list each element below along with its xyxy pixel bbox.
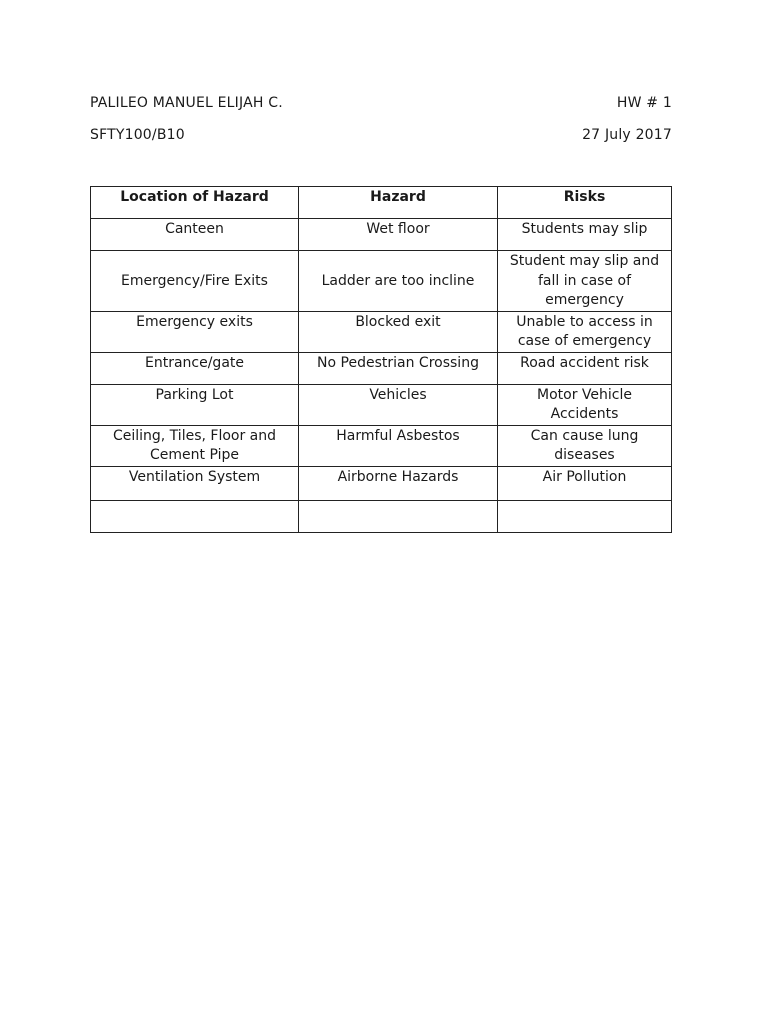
hazard-table bbox=[90, 186, 672, 533]
cell-location: Parking Lot bbox=[91, 384, 299, 425]
table-row bbox=[91, 311, 672, 352]
cell-hazard: Vehicles bbox=[299, 384, 498, 425]
submission-date: 27 July 2017 bbox=[582, 127, 672, 143]
table-row bbox=[91, 352, 672, 384]
table-row bbox=[91, 384, 672, 425]
cell-risk: Students may slip bbox=[498, 219, 672, 251]
column-header-risks: Risks bbox=[498, 187, 672, 219]
cell-location: Canteen bbox=[91, 219, 299, 251]
cell-hazard: Airborne Hazards bbox=[299, 466, 498, 500]
student-name: PALILEO MANUEL ELIJAH C. bbox=[90, 95, 283, 111]
table-header bbox=[91, 187, 672, 219]
cell-risk: Student may slip and fall in case of emergency bbox=[498, 251, 672, 312]
cell-risk bbox=[498, 500, 672, 532]
cell-location: Entrance/gate bbox=[91, 352, 299, 384]
course-code: SFTY100/B10 bbox=[90, 127, 185, 143]
table-body bbox=[91, 219, 672, 533]
cell-risk: Air Pollution bbox=[498, 466, 672, 500]
cell-risk: Unable to access in case of emergency bbox=[498, 311, 672, 352]
cell-hazard bbox=[299, 500, 498, 532]
cell-risk: Road accident risk bbox=[498, 352, 672, 384]
cell-hazard: Blocked exit bbox=[299, 311, 498, 352]
cell-location: Emergency/Fire Exits bbox=[91, 251, 299, 312]
cell-location: Emergency exits bbox=[91, 311, 299, 352]
cell-location bbox=[91, 500, 299, 532]
column-header-hazard: Hazard bbox=[299, 187, 498, 219]
table-row-empty bbox=[91, 500, 672, 532]
table-row bbox=[91, 251, 672, 312]
cell-hazard: Wet floor bbox=[299, 219, 498, 251]
cell-hazard: Harmful Asbestos bbox=[299, 425, 498, 466]
column-header-location: Location of Hazard bbox=[91, 187, 299, 219]
cell-location: Ventilation System bbox=[91, 466, 299, 500]
cell-risk: Motor Vehicle Accidents bbox=[498, 384, 672, 425]
table-row bbox=[91, 425, 672, 466]
cell-risk: Can cause lung diseases bbox=[498, 425, 672, 466]
cell-hazard: Ladder are too incline bbox=[299, 251, 498, 312]
cell-location: Ceiling, Tiles, Floor and Cement Pipe bbox=[91, 425, 299, 466]
table-row bbox=[91, 219, 672, 251]
table-row bbox=[91, 466, 672, 500]
homework-number: HW # 1 bbox=[616, 95, 672, 111]
cell-hazard: No Pedestrian Crossing bbox=[299, 352, 498, 384]
table-header-row bbox=[91, 187, 672, 219]
